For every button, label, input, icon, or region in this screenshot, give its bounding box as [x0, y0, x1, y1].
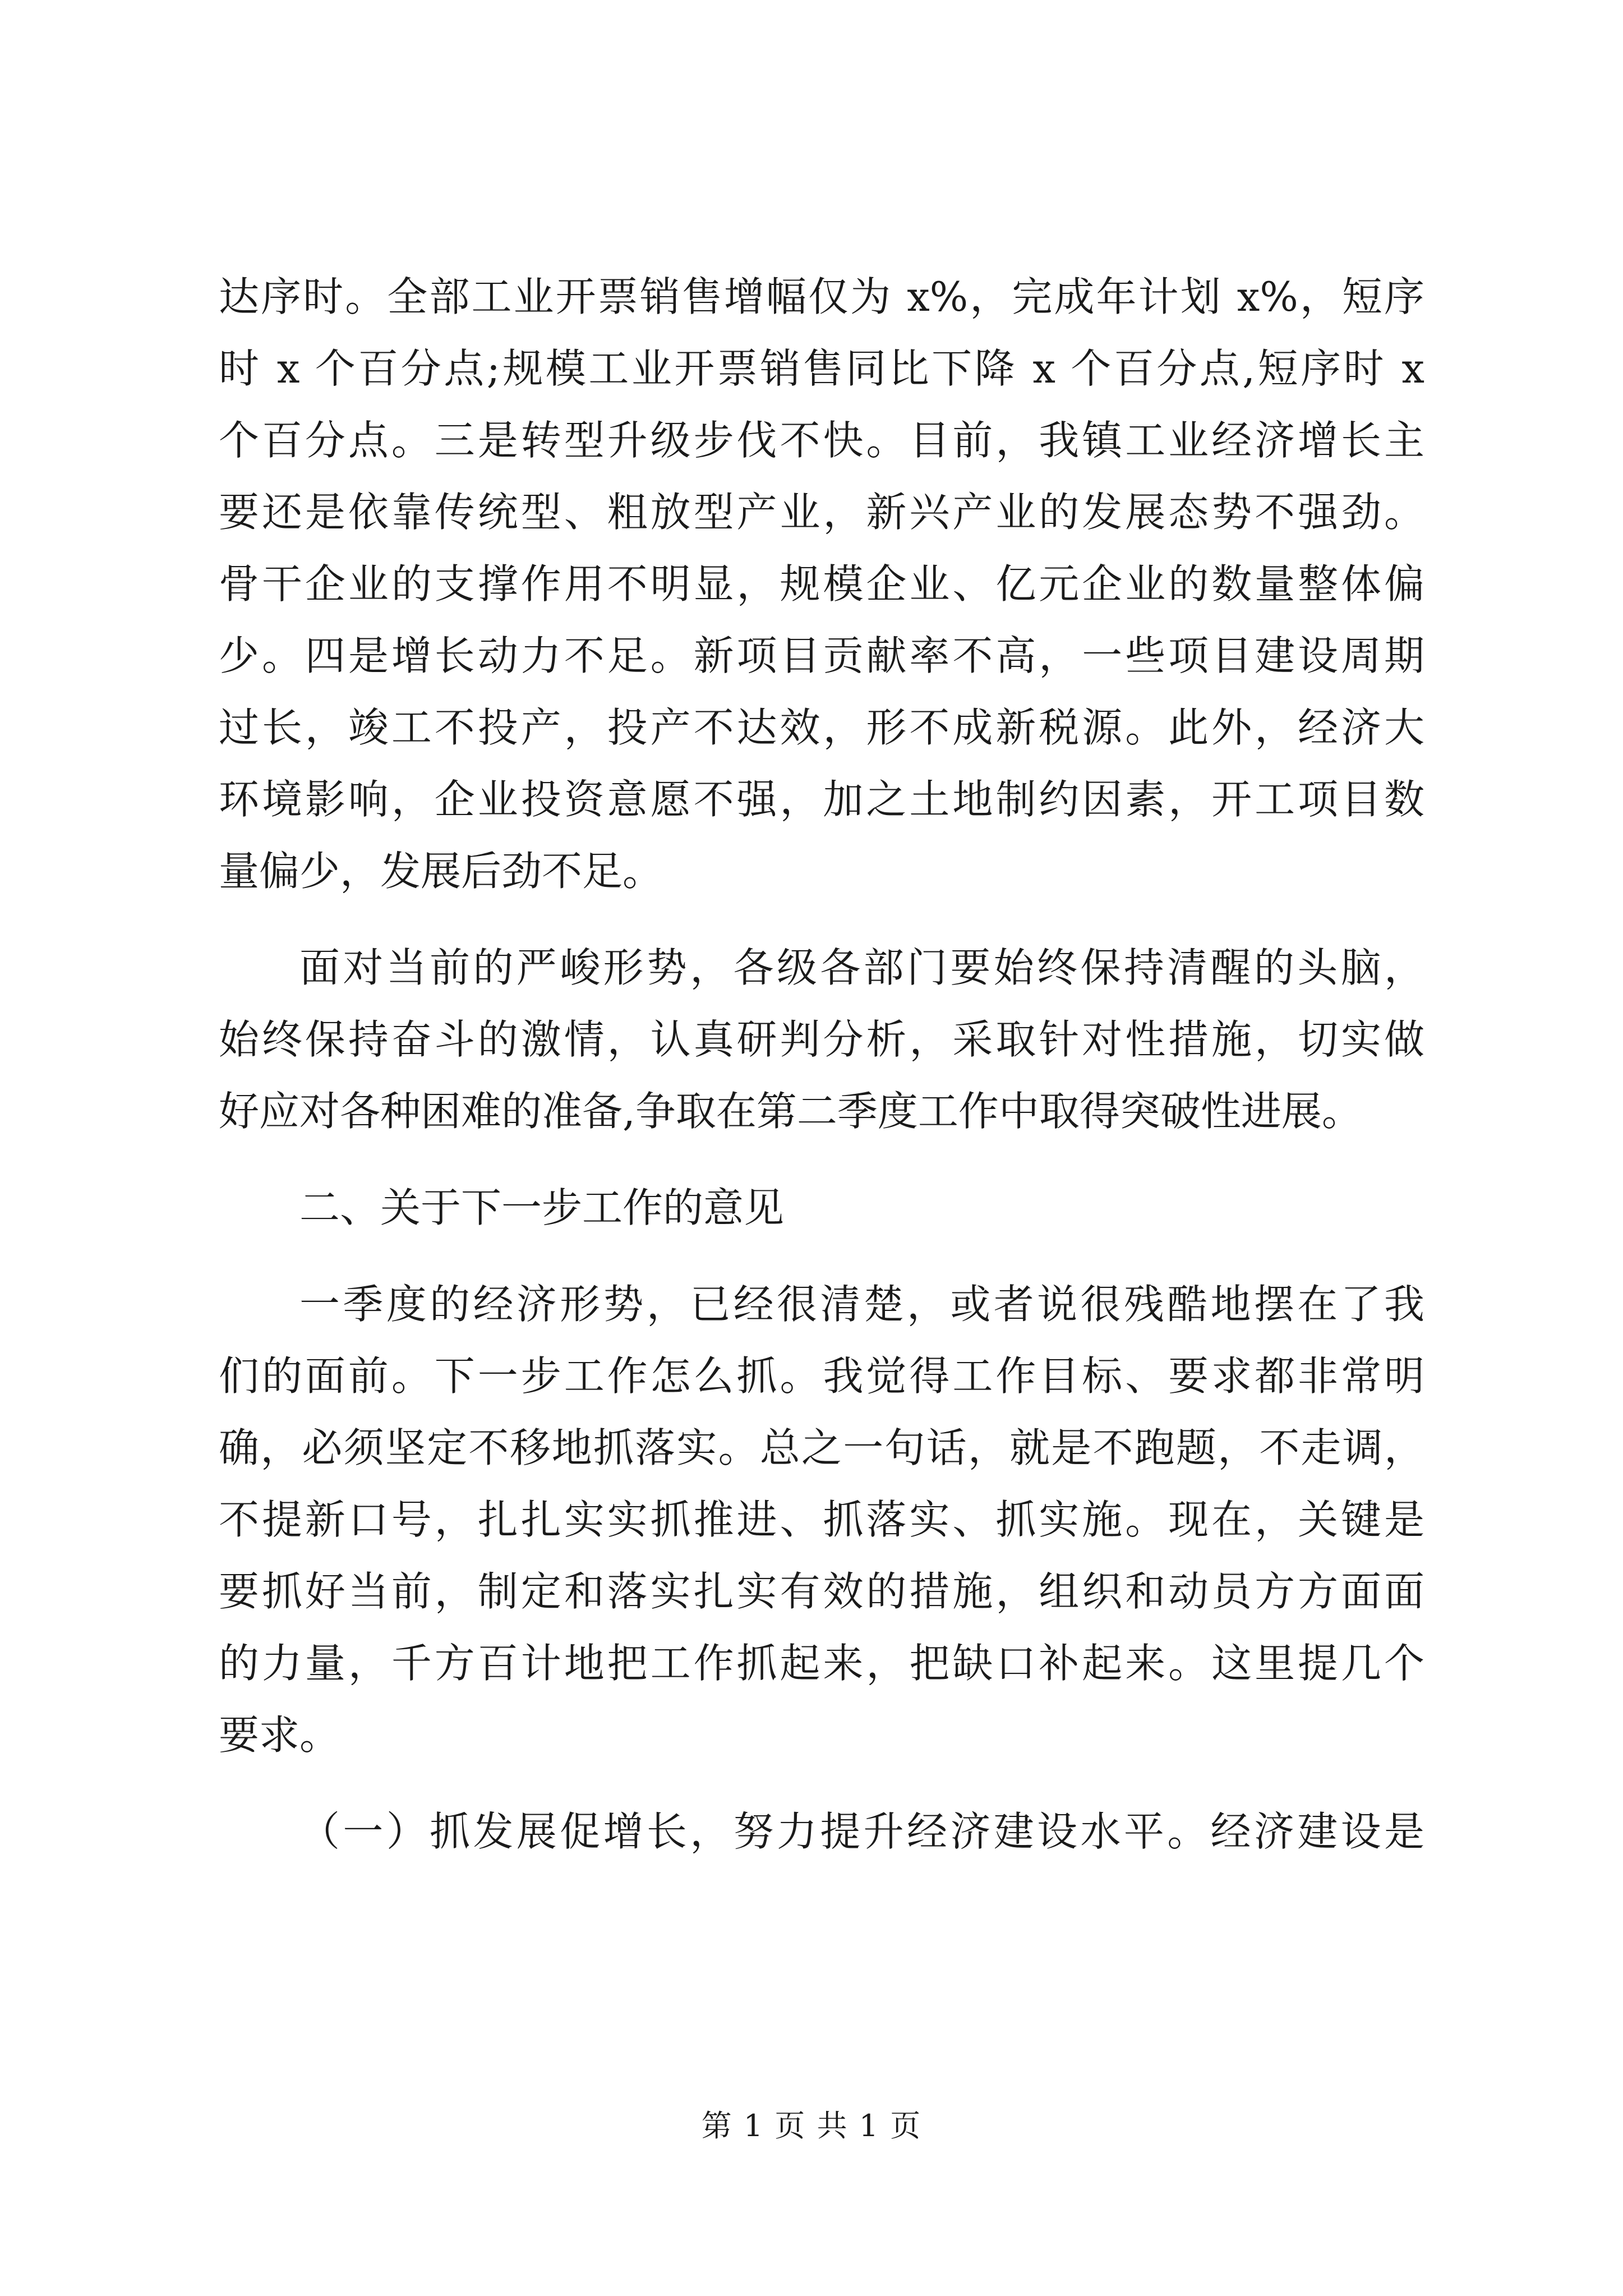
text-line: 不提新口号，扎扎实实抓推进、抓落实、抓实施。现在，关键是: [219, 1496, 1424, 1543]
section-heading-next-steps: [219, 1172, 1424, 1244]
text-line: 确，必须坚定不移地抓落实。总之一句话，就是不跑题，不走调，: [219, 1424, 1424, 1471]
paragraph-work-requirements: [219, 1268, 1424, 1771]
text-line: 时 x 个百分点;规模工业开票销售同比下降 x 个百分点,短序时 x: [219, 345, 1424, 392]
document-body: [219, 261, 1424, 1867]
page-number-footer: 第 1 页 共 1 页: [701, 2108, 922, 2143]
paragraph-economic-issues: [219, 261, 1424, 907]
heading-text: 二、关于下一步工作的意见: [299, 1184, 785, 1231]
text-line: 量偏少，发展后劲不足。: [219, 848, 663, 895]
text-line: 好应对各种困难的准备,争取在第二季度工作中取得突破性进展。: [219, 1088, 1362, 1135]
paragraph-severe-situation: [219, 932, 1424, 1147]
text-line: 少。四是增长动力不足。新项目贡献率不高，一些项目建设周期: [219, 632, 1424, 679]
text-line: 要求。: [219, 1711, 340, 1759]
text-line: 环境影响，企业投资意愿不强，加之土地制约因素，开工项目数: [219, 776, 1424, 823]
text-line: （一）抓发展促增长，努力提升经济建设水平。经济建设是: [299, 1808, 1424, 1855]
text-line: 要还是依靠传统型、粗放型产业，新兴产业的发展态势不强劲。: [219, 489, 1424, 536]
text-line: 达序时。全部工业开票销售增幅仅为 x%，完成年计划 x%，短序: [219, 273, 1424, 320]
text-line: 面对当前的严峻形势，各级各部门要始终保持清醒的头脑，: [299, 944, 1424, 991]
text-line: 骨干企业的支撑作用不明显，规模企业、亿元企业的数量整体偏: [219, 560, 1424, 608]
text-line: 过长，竣工不投产，投产不达效，形不成新税源。此外，经济大: [219, 704, 1424, 751]
text-line: 个百分点。三是转型升级步伐不快。目前，我镇工业经济增长主: [219, 417, 1424, 464]
text-line: 们的面前。下一步工作怎么抓。我觉得工作目标、要求都非常明: [219, 1352, 1424, 1400]
text-line: 一季度的经济形势，已经很清楚，或者说很残酷地摆在了我: [299, 1281, 1424, 1328]
text-line: 始终保持奋斗的激情，认真研判分析，采取针对性措施，切实做: [219, 1016, 1424, 1063]
paragraph-item-one: [219, 1796, 1424, 1867]
text-line: 要抓好当前，制定和落实扎实有效的措施，组织和动员方方面面: [219, 1568, 1424, 1615]
text-line: 的力量，千方百计地把工作抓起来，把缺口补起来。这里提几个: [219, 1640, 1424, 1687]
